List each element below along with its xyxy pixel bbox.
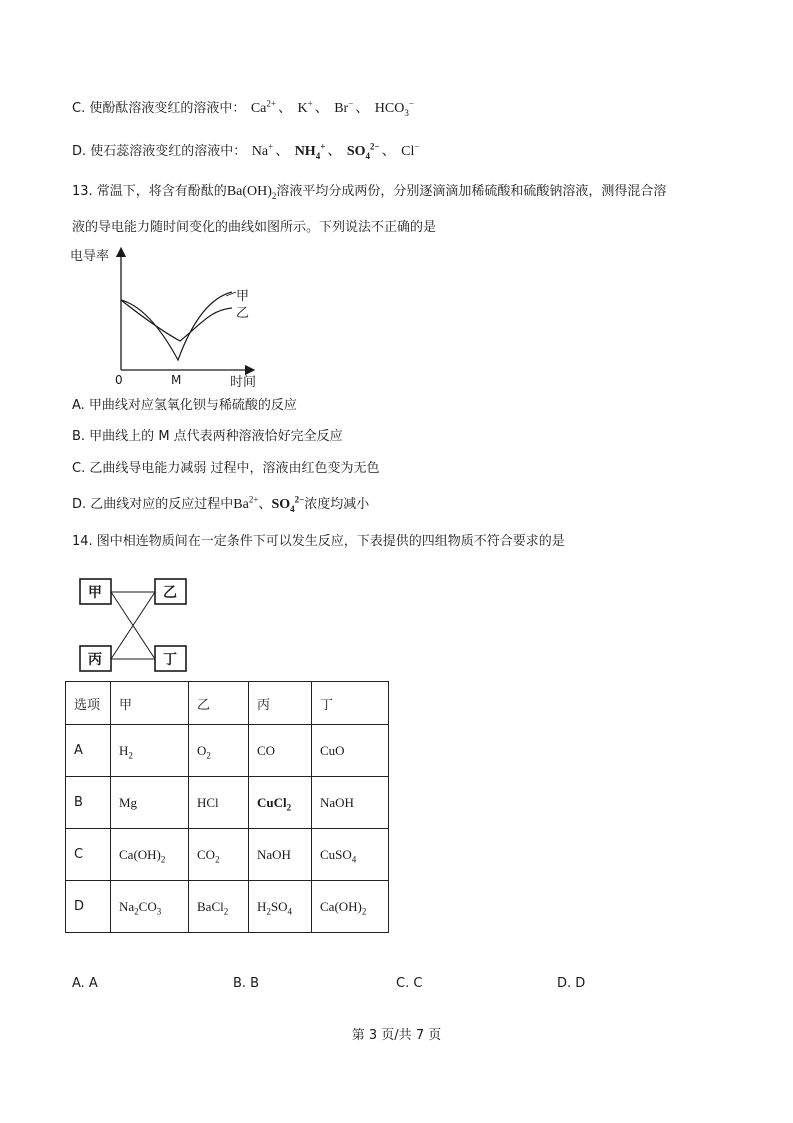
series-yi-curve: [121, 300, 232, 341]
node-yi: [155, 579, 186, 604]
m-point-label: M: [171, 373, 182, 387]
option-c-ions: $Ca^{2+}$ 、 K+ 、 Br− 、 $HCO_3^-$: [250, 98, 414, 118]
origin-label: 0: [115, 373, 123, 387]
ion: $HCO_3^-$: [374, 98, 414, 118]
ion: Na+: [251, 141, 274, 159]
y-axis-label: 电导率: [70, 249, 110, 264]
ion: $NH_4^+$: [294, 141, 326, 161]
option-d-ions: Na+ 、 $NH_4^+$ 、 $SO_4^{2-}$ 、 Cl−: [251, 141, 420, 161]
header-cell: 丁: [312, 682, 389, 725]
answer-a[interactable]: A. A: [72, 976, 98, 991]
node-jia: [80, 579, 111, 604]
header-cell: 选项: [66, 682, 111, 725]
svg-text:丁: 丁: [163, 652, 177, 668]
options-table: [65, 681, 389, 933]
baoh2-formula: $Ba(OH)_2$: [226, 184, 277, 201]
option-d-line: [72, 143, 421, 161]
table-row: A $H_2$ $O_2$ CO CuO: [66, 725, 389, 777]
header-cell: 乙: [189, 682, 249, 725]
ion: $Ca^{2+}$: [250, 98, 276, 116]
ion: K+: [297, 98, 313, 116]
q14-text: 14. 图中相连物质间在一定条件下可以发生反应，下表提供的四组物质不符合要求的是: [72, 534, 565, 549]
q13-choice-c: C. 乙曲线导电能力减弱 过程中，溶液由红色变为无色: [72, 461, 380, 476]
node-ding: [155, 646, 186, 671]
node-bing: [80, 646, 111, 671]
answer-c[interactable]: C. C: [396, 976, 423, 991]
ion: Cl−: [401, 141, 420, 159]
conductivity-chart: [70, 240, 270, 390]
table-header-row: [66, 682, 389, 725]
header-cell: 丙: [249, 682, 312, 725]
option-d-label: D. 使石蕊溶液变红的溶液中：: [72, 144, 247, 159]
series-label-jia: 甲: [236, 289, 250, 304]
option-c-label: C. 使酚酞溶液变红的溶液中：: [72, 101, 246, 116]
table-row: C $Ca(OH)_2$ $CO_2$ NaOH CuSO$_4$: [66, 829, 389, 881]
q13-choice-d: D. 乙曲线对应的反应过程中$Ba^{2+}$、$SO_4^{2-}$浓度均减小: [72, 494, 370, 514]
ion: Br−: [334, 98, 354, 116]
svg-text:乙: 乙: [163, 585, 177, 601]
relation-diagram: [78, 576, 190, 674]
q13-choice-a: A. 甲曲线对应氢氧化钡与稀硫酸的反应: [72, 398, 297, 413]
series-jia-curve: [121, 292, 232, 360]
svg-text:丙: 丙: [88, 652, 102, 668]
table-row: D $Na_2CO_3$ BaCl$_2$ $H_2SO_4$ $Ca(OH)_2$: [66, 881, 389, 933]
option-c-line: [72, 100, 416, 118]
answer-d[interactable]: D. D: [557, 976, 586, 991]
ion: $SO_4^{2-}$: [346, 141, 380, 161]
svg-text:甲: 甲: [88, 585, 102, 601]
answer-b[interactable]: B. B: [233, 976, 260, 991]
page-footer: 第 3 页/共 7 页: [351, 1028, 442, 1043]
x-axis-label: 时间: [230, 375, 257, 390]
series-label-yi: 乙: [236, 306, 250, 321]
q13-line1: 13. 常温下，将含有酚酞的$Ba(OH)_2$溶液平均分成两份，分别逐滴滴加稀硫酸和硫酸钠溶液，测得混合溶: [72, 184, 667, 201]
q13-line2: 液的导电能力随时间变化的曲线如图所示。下列说法不正确的是: [72, 220, 437, 235]
q13-choice-b: B. 甲曲线上的 M 点代表两种溶液恰好完全反应: [72, 429, 343, 444]
header-cell: 甲: [111, 682, 189, 725]
table-row: B Mg HCl CuCl$_2$ NaOH: [66, 777, 389, 829]
